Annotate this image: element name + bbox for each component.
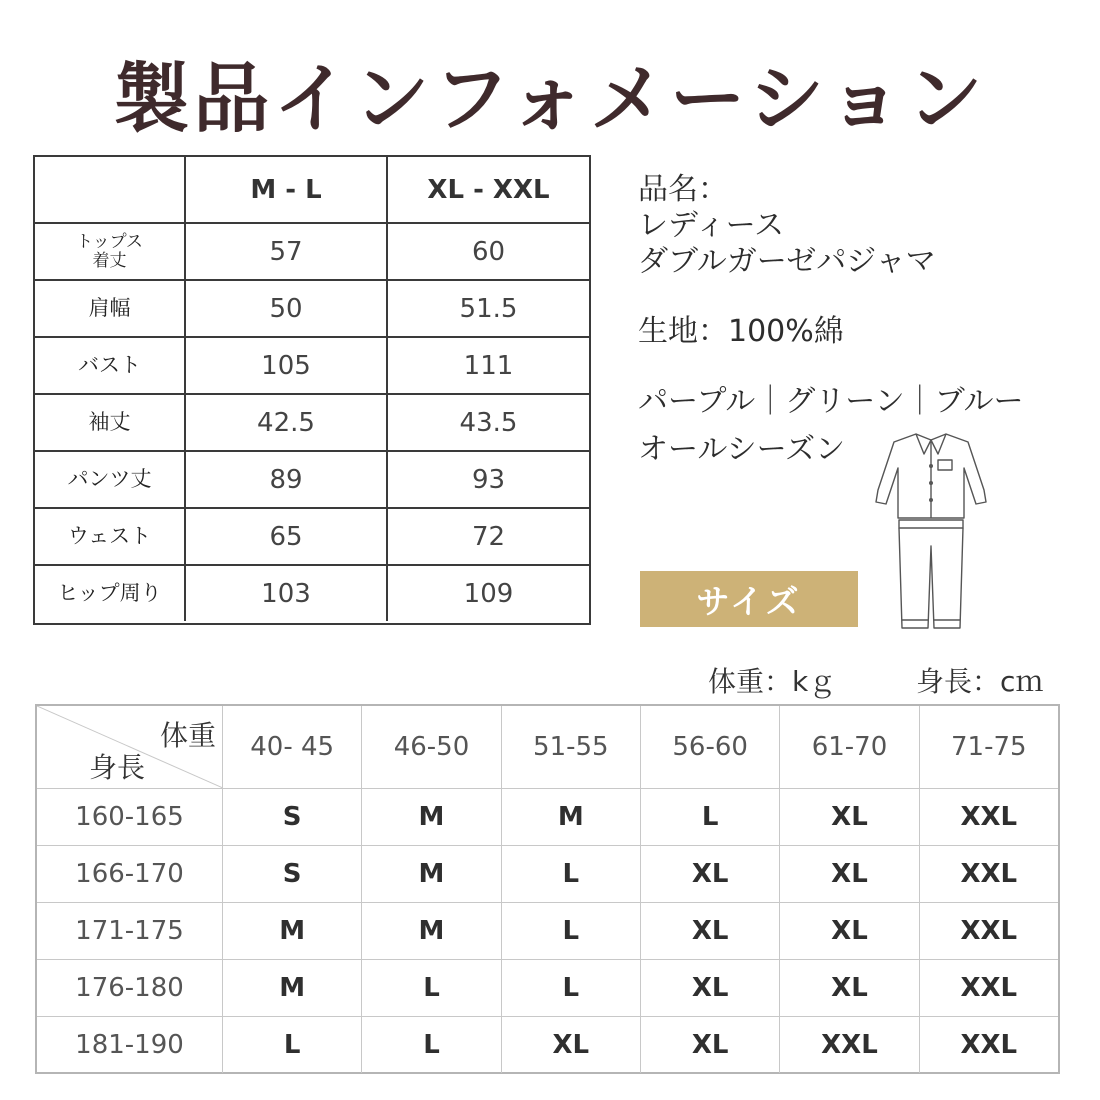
weight-column-header: 46-50 bbox=[362, 706, 501, 788]
height-range: 176-180 bbox=[37, 960, 223, 1016]
size-cell: XL bbox=[502, 1017, 641, 1073]
measurement-row bbox=[35, 222, 589, 279]
product-name-line2: ダブルガーゼパジャマ bbox=[638, 244, 936, 279]
size-cell: M bbox=[502, 789, 641, 845]
value-ml: 50 bbox=[186, 281, 388, 336]
value-ml: 42.5 bbox=[186, 395, 388, 450]
size-chart-row bbox=[37, 788, 1058, 845]
value-ml: 105 bbox=[186, 338, 388, 393]
size-chart-row bbox=[37, 902, 1058, 959]
product-name-label: 品名： bbox=[638, 172, 728, 207]
row-label: パンツ丈 bbox=[35, 452, 186, 507]
size-cell: XL bbox=[641, 903, 780, 959]
row-label: バスト bbox=[35, 338, 186, 393]
row-label-line2: 着丈 bbox=[92, 250, 127, 271]
size-cell: L bbox=[362, 1017, 501, 1073]
size-section-badge: サイズ bbox=[640, 571, 858, 627]
size-cell: XL bbox=[780, 960, 919, 1016]
size-cell: M bbox=[223, 903, 362, 959]
corner-weight-label: 体重 bbox=[159, 719, 216, 752]
row-label: 袖丈 bbox=[35, 395, 186, 450]
height-range: 171-175 bbox=[37, 903, 223, 959]
size-cell: XL bbox=[780, 846, 919, 902]
height-unit-label: 身長：cｍ bbox=[916, 665, 1044, 698]
size-cell: XL bbox=[641, 960, 780, 1016]
size-cell: XXL bbox=[780, 1017, 919, 1073]
measurement-row bbox=[35, 450, 589, 507]
size-cell: XL bbox=[780, 789, 919, 845]
header-ml: M - L bbox=[186, 157, 388, 222]
header-empty bbox=[35, 157, 186, 222]
measurement-header-row bbox=[35, 157, 589, 222]
row-label: ヒップ周り bbox=[35, 566, 186, 621]
value-xl: 111 bbox=[463, 350, 514, 381]
height-range: 160-165 bbox=[37, 789, 223, 845]
measurement-row bbox=[35, 393, 589, 450]
product-name-line1: レディース bbox=[638, 208, 785, 243]
size-cell: L bbox=[502, 960, 641, 1016]
value-xl: 51.5 bbox=[459, 293, 518, 324]
value-xl: 93 bbox=[471, 464, 506, 495]
weight-column-header: 40- 45 bbox=[223, 706, 362, 788]
height-range: 181-190 bbox=[37, 1017, 223, 1073]
size-cell: L bbox=[641, 789, 780, 845]
measurement-table bbox=[33, 155, 591, 625]
value-ml: 57 bbox=[186, 224, 388, 279]
corner-cell bbox=[37, 706, 223, 788]
value-ml: 89 bbox=[186, 452, 388, 507]
size-cell: L bbox=[502, 846, 641, 902]
size-cell: L bbox=[502, 903, 641, 959]
measurement-row bbox=[35, 279, 589, 336]
header-xl: XL - XXL bbox=[427, 174, 550, 205]
size-cell: S bbox=[223, 789, 362, 845]
size-cell: XXL bbox=[960, 973, 1018, 1003]
size-chart-table bbox=[35, 704, 1060, 1074]
size-cell: S bbox=[223, 846, 362, 902]
value-ml: 65 bbox=[186, 509, 388, 564]
page-title: 製品インフォメーション bbox=[113, 54, 987, 143]
value-ml: 103 bbox=[186, 566, 388, 621]
measurement-row bbox=[35, 564, 589, 621]
size-cell: L bbox=[223, 1017, 362, 1073]
product-colors: パープル｜グリーン｜ブルー bbox=[638, 384, 1024, 419]
value-xl: 72 bbox=[471, 521, 506, 552]
value-xl: 109 bbox=[463, 578, 514, 609]
size-chart-row bbox=[37, 959, 1058, 1016]
value-xl: 43.5 bbox=[459, 407, 518, 438]
measurement-row bbox=[35, 336, 589, 393]
size-cell: M bbox=[362, 846, 501, 902]
weight-column-header: 56-60 bbox=[641, 706, 780, 788]
corner-height-label: 身長 bbox=[89, 751, 146, 784]
height-range: 166-170 bbox=[37, 846, 223, 902]
weight-unit-label: 体重：kｇ bbox=[708, 665, 837, 698]
size-cell: XXL bbox=[960, 916, 1018, 946]
product-info bbox=[638, 172, 1024, 467]
row-label-line1: トップス bbox=[76, 231, 143, 252]
size-cell: M bbox=[362, 903, 501, 959]
size-chart-row bbox=[37, 845, 1058, 902]
size-chart-row bbox=[37, 1016, 1058, 1073]
row-label: ウェスト bbox=[35, 509, 186, 564]
weight-column-header: 71-75 bbox=[951, 732, 1027, 762]
size-chart-header-row bbox=[37, 706, 1058, 788]
size-cell: XL bbox=[780, 903, 919, 959]
measurement-row bbox=[35, 507, 589, 564]
product-season: オールシーズン bbox=[638, 432, 846, 467]
weight-column-header: 61-70 bbox=[780, 706, 919, 788]
row-label: 肩幅 bbox=[35, 281, 186, 336]
size-cell: XL bbox=[641, 1017, 780, 1073]
weight-column-header: 51-55 bbox=[502, 706, 641, 788]
pajama-illustration-icon bbox=[872, 428, 990, 638]
product-fabric: 生地：100%綿 bbox=[638, 314, 844, 349]
row-label bbox=[35, 224, 186, 279]
size-cell: L bbox=[362, 960, 501, 1016]
size-cell: XXL bbox=[960, 802, 1018, 832]
size-cell: XXL bbox=[960, 1030, 1018, 1060]
value-xl: 60 bbox=[471, 236, 506, 267]
size-cell: XL bbox=[641, 846, 780, 902]
size-cell: M bbox=[223, 960, 362, 1016]
size-cell: M bbox=[362, 789, 501, 845]
size-cell: XXL bbox=[960, 859, 1018, 889]
